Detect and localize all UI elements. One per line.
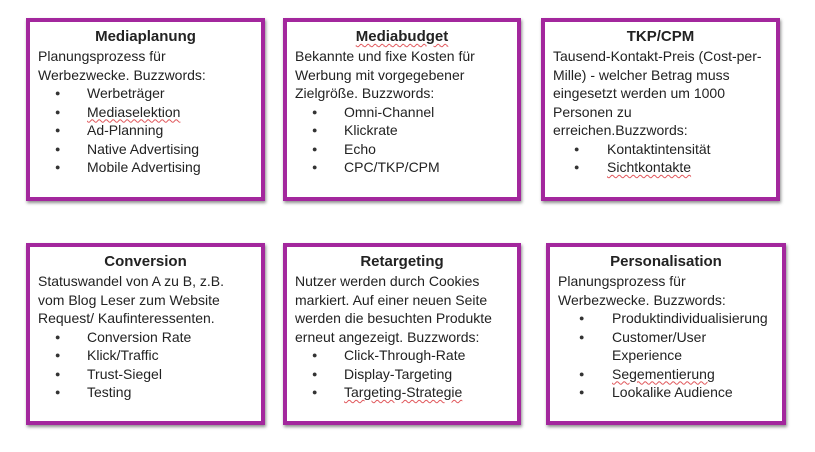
card-mediaplanung — [26, 18, 265, 201]
buzzword-list — [553, 140, 768, 177]
card-title: TKP/CPM — [626, 28, 695, 45]
card-description: Planungsprozess für Werbezwecke. Buzzwords: — [558, 273, 726, 308]
card-title: Personalisation — [610, 253, 722, 270]
buzzword-item: ● Trust-Siegel — [38, 365, 253, 384]
card-retargeting — [283, 243, 521, 425]
buzzword-item — [295, 383, 509, 402]
buzzword-item — [553, 158, 768, 177]
buzzword-item: ● Omni-Channel — [295, 103, 509, 122]
buzzword-text: Sichtkontakte — [607, 159, 692, 175]
buzzword-list — [558, 309, 774, 402]
card-mediabudget — [283, 18, 521, 201]
buzzword-text: Mediaselektion — [87, 103, 181, 120]
card-description: Bekannte und fixe Kosten für Werbung mit vorgegebener Zielgröße. Buzzwords: — [295, 48, 475, 101]
buzzword-item — [558, 365, 774, 384]
buzzword-item: ● Testing — [38, 383, 253, 402]
buzzword-item: ● Display-Targeting — [295, 365, 509, 384]
buzzword-list — [295, 103, 509, 177]
buzzword-item: ● Kontaktintensität — [553, 140, 768, 159]
buzzword-list — [295, 346, 509, 402]
buzzword-item — [38, 103, 253, 122]
card-title: Mediaplanung — [95, 28, 196, 45]
buzzword-item: ● Lookalike Audience — [558, 383, 774, 402]
card-title-text: Mediabudget — [355, 28, 449, 45]
card-title — [295, 28, 509, 46]
card-description: Statuswandel von A zu B, z.B. vom Blog Leser zum Website Request/ Kaufinteressenten. — [38, 273, 224, 326]
card-title: Retargeting — [360, 253, 444, 270]
buzzword-item: ● Mobile Advertising — [38, 158, 253, 177]
buzzword-item: ● Native Advertising — [38, 140, 253, 159]
buzzword-text: Targeting-Strategie — [344, 384, 463, 400]
card-title: Conversion — [104, 253, 187, 270]
buzzword-item: ● Produktindividualisierung — [558, 309, 774, 328]
card-tkp-cpm — [541, 18, 780, 201]
buzzword-item: ● Conversion Rate — [38, 328, 253, 347]
buzzword-item: ● CPC/TKP/CPM — [295, 158, 509, 177]
buzzword-item: ● Werbeträger — [38, 84, 253, 103]
buzzword-item: ● Klickrate — [295, 121, 509, 140]
card-description: Tausend-Kontakt-Preis (Cost-per-Mille) - welcher Betrag muss eingesetzt werden um 1000 Personen zu erreichen.Buzzwords: — [553, 48, 762, 138]
buzzword-item: ● Customer/User Experience — [558, 328, 774, 365]
buzzword-item: ● Click-Through-Rate — [295, 346, 509, 365]
buzzword-list — [38, 84, 253, 177]
buzzword-item: ● Ad-Planning — [38, 121, 253, 140]
card-description: Planungsprozess für Werbezwecke. Buzzwords: — [38, 48, 206, 83]
card-description: Nutzer werden durch Cookies markiert. Auf einer neuen Seite werden die besuchten Produkte erneut angezeigt. Buzzwords: — [295, 273, 492, 345]
buzzword-text: Segementierung — [612, 365, 715, 382]
buzzword-item: ● Klick/Traffic — [38, 346, 253, 365]
card-personalisation — [546, 243, 786, 425]
buzzword-list — [38, 328, 253, 402]
card-conversion — [26, 243, 265, 425]
buzzword-item: ● Echo — [295, 140, 509, 159]
